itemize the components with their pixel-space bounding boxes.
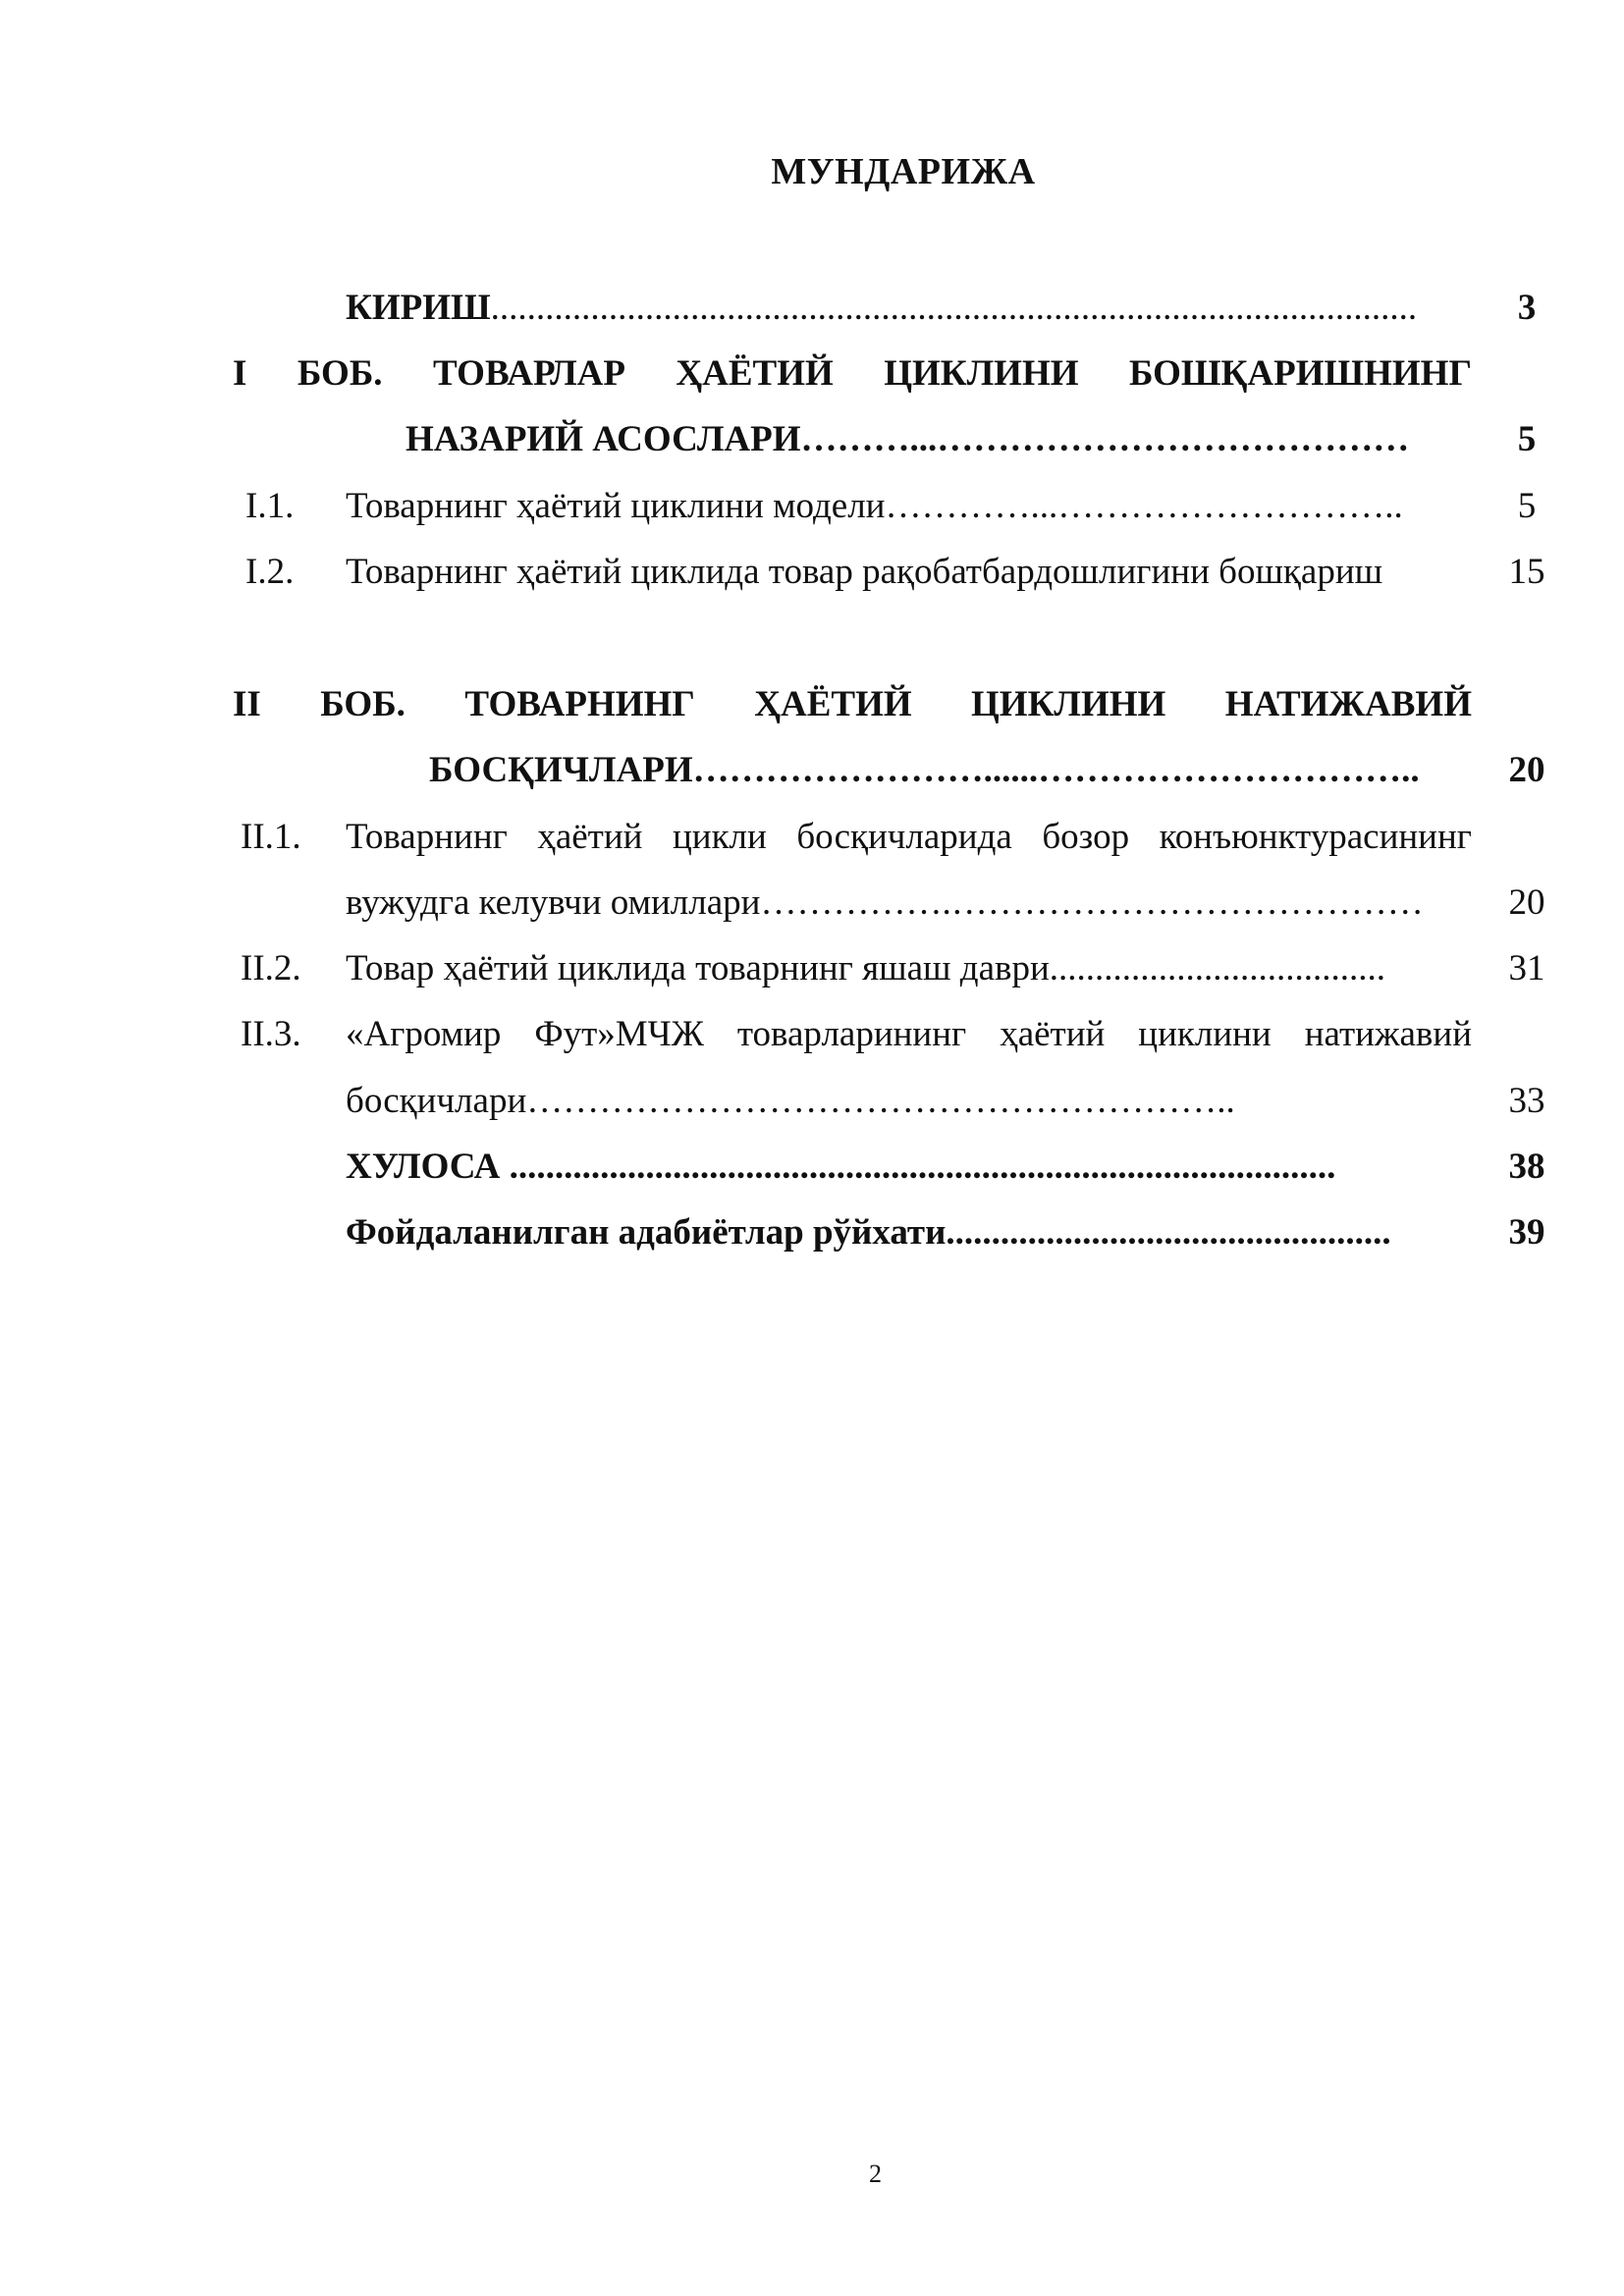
toc-section-1-2-page: 15: [1508, 552, 1545, 592]
s23-word: ҳаётий: [1000, 1014, 1106, 1054]
toc-conclusion[interactable]: ХУЛОСА ...........................................................................................: [346, 1147, 1336, 1187]
toc-chapter1-line1[interactable]: [233, 352, 1472, 396]
toc-references-page: 39: [1508, 1212, 1545, 1253]
toc-chapter1-line2[interactable]: НАЗАРИЙ АСОСЛАРИ………...…………………………………: [406, 419, 1410, 459]
s21-word: босқичларида: [796, 817, 1012, 857]
toc-intro[interactable]: [346, 287, 1417, 330]
ch2-word: БОБ.: [320, 684, 406, 724]
toc-references[interactable]: Фойдаланилган адабиётлар рўйхати.................................................: [346, 1212, 1391, 1253]
s21-word: Товарнинг: [346, 817, 508, 857]
s23-word: товарларининг: [736, 1014, 967, 1054]
toc-section-2-1-page: 20: [1508, 882, 1545, 923]
page-number: 2: [869, 2160, 882, 2188]
toc-intro-dots: ......................................................................................................: [490, 288, 1418, 328]
s23-word: циклини: [1138, 1014, 1272, 1054]
ch2-word: НАТИЖАВИЙ: [1224, 684, 1472, 724]
ch1-word: ҲАЁТИЙ: [676, 353, 834, 394]
ch2-word: ТОВАРНИНГ: [464, 684, 695, 724]
toc-section-1-1[interactable]: Товарнинг ҳаётий циклини модели…………...………………………..: [346, 486, 1403, 526]
ch1-word: БОШҚАРИШНИНГ: [1128, 353, 1472, 394]
toc-section-num: II.3.: [241, 1014, 301, 1054]
s21-word: конъюнктурасининг: [1159, 817, 1472, 857]
ch2-word: ЦИКЛИНИ: [971, 684, 1166, 724]
s23-word: «Агромир: [346, 1014, 502, 1054]
toc-chapter2-line1[interactable]: [233, 683, 1472, 726]
toc-section-2-3-page: 33: [1508, 1081, 1545, 1121]
page-title: МУНДАРИЖА: [771, 151, 1036, 192]
ch1-word: БОБ.: [297, 353, 383, 394]
toc-intro-page: 3: [1517, 288, 1537, 328]
toc-section-num: I.1.: [245, 486, 295, 526]
ch1-word: ЦИКЛИНИ: [884, 353, 1079, 394]
s23-word: Фут»МЧЖ: [534, 1014, 704, 1054]
s21-word: цикли: [672, 817, 767, 857]
ch1-word: I: [233, 353, 247, 394]
s21-word: бозор: [1042, 817, 1130, 857]
toc-section-num: I.2.: [245, 552, 295, 592]
s21-word: ҳаётий: [537, 817, 643, 857]
toc-conclusion-page: 38: [1508, 1147, 1545, 1187]
ch2-word: II: [233, 684, 261, 724]
ch1-word: ТОВАРЛАР: [432, 353, 625, 394]
toc-section-2-2[interactable]: Товар ҳаётий циклида товарнинг яшаш даври.....................................: [346, 948, 1386, 988]
toc-section-2-2-page: 31: [1508, 948, 1545, 988]
toc-section-2-3-line2[interactable]: босқичлари…………………………………………………..: [346, 1081, 1235, 1121]
toc-section-1-1-page: 5: [1517, 486, 1537, 526]
ch2-word: ҲАЁТИЙ: [754, 684, 912, 724]
toc-section-1-2[interactable]: Товарнинг ҳаётий циклида товар рақобатбардошлигини бошқариш: [346, 552, 1383, 592]
toc-chapter2-page: 20: [1508, 750, 1545, 790]
toc-section-2-1-line2[interactable]: вужудга келувчи омиллари…………….…………………………………: [346, 882, 1424, 923]
toc-section-num: II.2.: [241, 948, 301, 988]
toc-chapter2-line2[interactable]: БОСҚИЧЛАРИ……………………......…………………………..: [429, 750, 1420, 790]
s23-word: натижавий: [1304, 1014, 1472, 1054]
toc-section-num: II.1.: [241, 817, 301, 857]
toc-chapter1-page: 5: [1517, 419, 1537, 459]
toc-section-2-1-line1[interactable]: [346, 816, 1472, 859]
toc-intro-label: КИРИШ: [346, 288, 491, 328]
toc-section-2-3-line1[interactable]: [346, 1013, 1472, 1056]
